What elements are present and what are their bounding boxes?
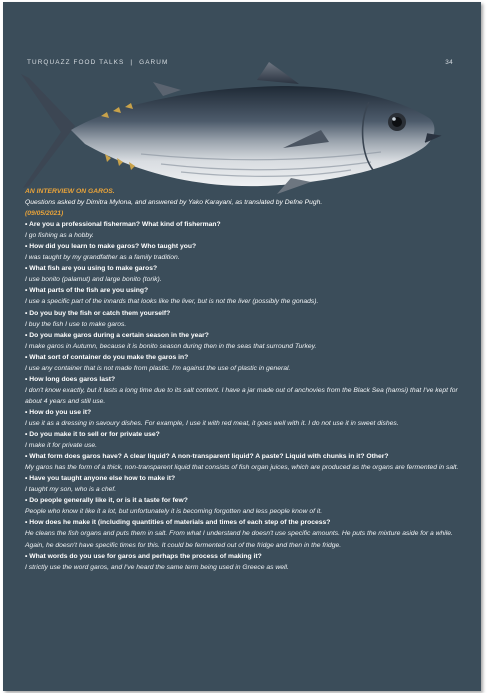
question: • What words do you use for garos and perhaps the process of making it? <box>25 552 262 560</box>
answer: I use bonito (palamut) and large bonito (torik). <box>25 276 162 284</box>
question: • How did you learn to make garos? Who taught you? <box>25 243 197 251</box>
question: • How do you use it? <box>25 408 92 416</box>
answer: I go fishing as a hobby. <box>25 232 94 240</box>
answer: My garos has the form of a thick, non-transparent liquid that consists of fish organ juices, which are produced as the organs are fermented in salt. <box>25 464 459 472</box>
answer: He cleans the fish organs and puts them in salt. From what I understand he doesn't use specific amounts. He puts the mixture aside for a while. Again, he doesn't have specific times for this. It could be fermented out of the fridge and then in the fridge. <box>25 530 453 549</box>
answer: I taught my son, who is a chef. <box>25 486 117 494</box>
article-title: AN INTERVIEW ON GAROS. <box>25 188 115 195</box>
answer: I make it for private use. <box>25 442 98 450</box>
interview-text <box>25 186 461 573</box>
publication-name: TURQUAZZ FOOD TALKS <box>27 59 125 66</box>
bonito-fish-photo <box>21 58 459 198</box>
question: • Do you buy the fish or catch them yourself? <box>25 309 171 317</box>
section-name: GARUM <box>139 59 169 66</box>
qa-list <box>25 219 461 573</box>
page-number: 34 <box>445 59 453 66</box>
question: • What fish are you using to make garos? <box>25 265 158 273</box>
second-dorsal-fin <box>153 82 181 96</box>
article-intro: Questions asked by Dimitra Mylona, and answered by Yako Karayani, as translated by Defne Pugh. <box>25 199 323 207</box>
answer: I was taught by my grandfather as a family tradition. <box>25 254 180 262</box>
tail-fin <box>21 74 75 188</box>
answer: I use it as a dressing in savoury dishes. For example, I use it with red meat, it goes well with it. I do not use it in sweet dishes. <box>25 419 399 427</box>
question: • How does he make it (including quantities of materials and times of each step of the process? <box>25 519 331 527</box>
answer: People who know it like it a lot, but unfortunately it is becoming forgotten and less people know of it. <box>25 508 323 516</box>
question: • Do people generally like it, or is it a taste for few? <box>25 497 188 505</box>
question: • Do you make garos during a certain season in the year? <box>25 331 209 339</box>
answer: I buy the fish I use to make garos. <box>25 320 127 328</box>
question: • Have you taught anyone else how to make it? <box>25 475 176 483</box>
question: • What parts of the fish are you using? <box>25 287 149 295</box>
question: • What sort of container do you make the garos in? <box>25 353 189 361</box>
dorsal-fin <box>257 62 299 84</box>
fish-body <box>71 86 434 186</box>
article-date: (09/05/2021) <box>25 210 64 218</box>
answer: I strictly use the word garos, and I've heard the same term being used in Greece as well. <box>25 563 289 571</box>
answer: I use a specific part of the innards that looks like the liver, but is not the liver (possibly the gonads). <box>25 298 319 306</box>
answer: I make garos in Autumn, because it is bonito season during then in the seas that surround Turkey. <box>25 342 317 350</box>
header-separator: | <box>130 59 134 66</box>
answer: I use any container that is not made from plastic. I'm against the use of plastic in general. <box>25 364 291 372</box>
question: • Are you a professional fisherman? What kind of fisherman? <box>25 221 221 229</box>
answer: I don't know exactly, but it lasts a long time due to its salt content. I have a jar made out of anchovies from the Black Sea (hamsi) that I've kept for about 4 years and still use. <box>25 386 458 405</box>
question: • Do you make it to sell or for private use? <box>25 431 160 439</box>
magazine-page <box>3 2 481 691</box>
question: • How long does garos last? <box>25 375 116 383</box>
question: • What form does garos have? A clear liquid? A non-transparent liquid? A paste? Liquid with chunks in it? Other? <box>25 453 389 461</box>
